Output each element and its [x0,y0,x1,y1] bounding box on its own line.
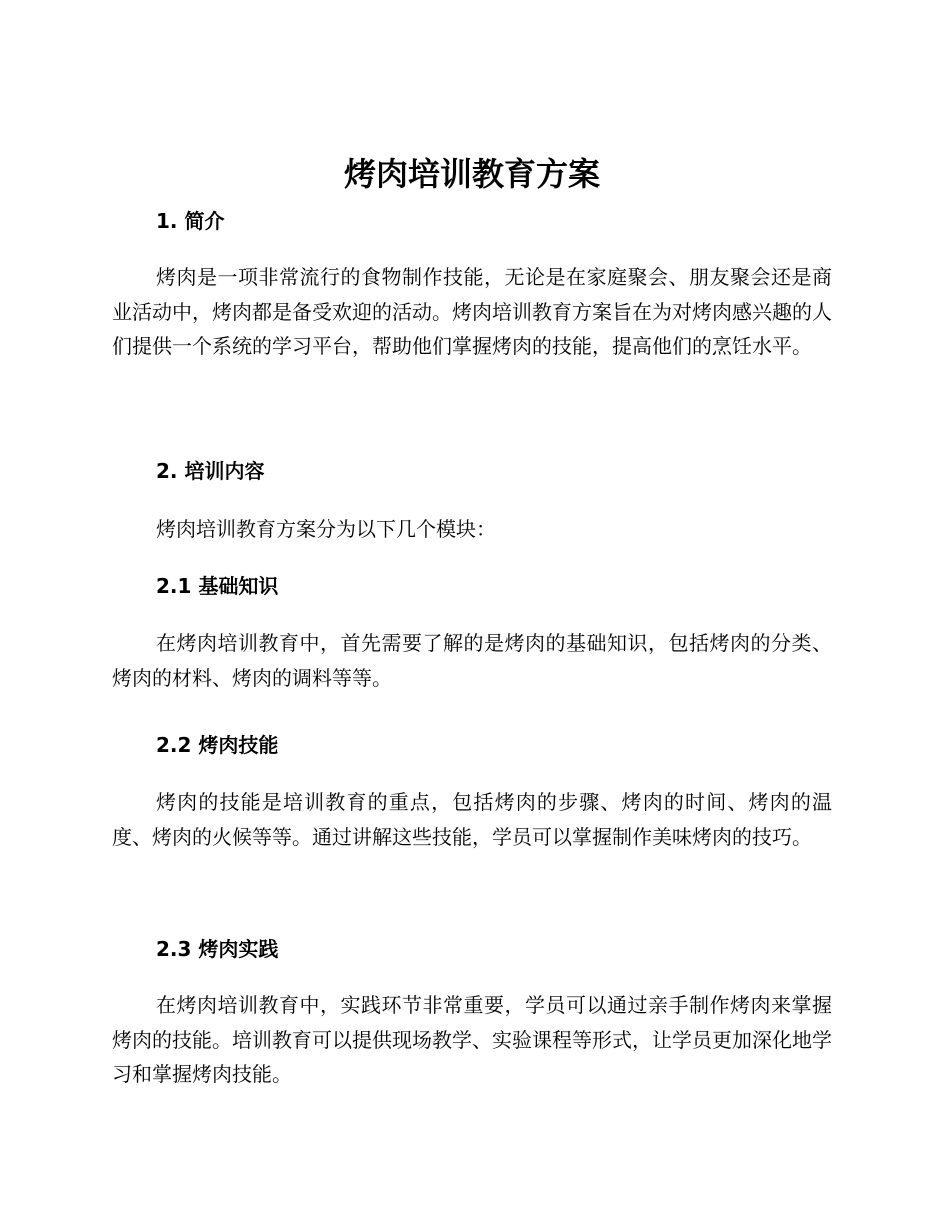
section-paragraph-bbq-practice: 在烤肉培训教育中，实践环节非常重要，学员可以通过亲手制作烤肉来掌握烤肉的技能。培训教育可以提供现场教学、实验课程等形式，让学员更加深化地学习和掌握烤肉技能。 [112,993,832,1086]
section-paragraph-training-content: 烤肉培训教育方案分为以下几个模块： [156,517,496,541]
document-title: 烤肉培训教育方案 [343,155,600,193]
section-paragraph-intro: 烤肉是一项非常流行的食物制作技能，无论是在家庭聚会、朋友聚会还是商业活动中，烤肉都是备受欢迎的活动。烤肉培训教育方案旨在为对烤肉感兴趣的人们提供一个系统的学习平台，帮助他们掌握烤肉的技能，提高他们的烹饪水平。 [112,265,832,358]
section-paragraph-bbq-skills: 烤肉的技能是培训教育的重点，包括烤肉的步骤、烤肉的时间、烤肉的温度、烤肉的火候等等。通过讲解这些技能，学员可以掌握制作美味烤肉的技巧。 [112,790,832,849]
section-heading-basic-knowledge: 2.1 基础知识 [156,574,279,598]
section-paragraph-basic-knowledge: 在烤肉培训教育中，首先需要了解的是烤肉的基础知识，包括烤肉的分类、烤肉的材料、烤肉的调料等等。 [112,631,832,690]
section-heading-intro: 1. 简介 [156,209,225,233]
section-heading-training-content: 2. 培训内容 [156,459,265,483]
section-heading-bbq-skills: 2.2 烤肉技能 [156,733,279,757]
section-heading-bbq-practice: 2.3 烤肉实践 [156,937,279,961]
